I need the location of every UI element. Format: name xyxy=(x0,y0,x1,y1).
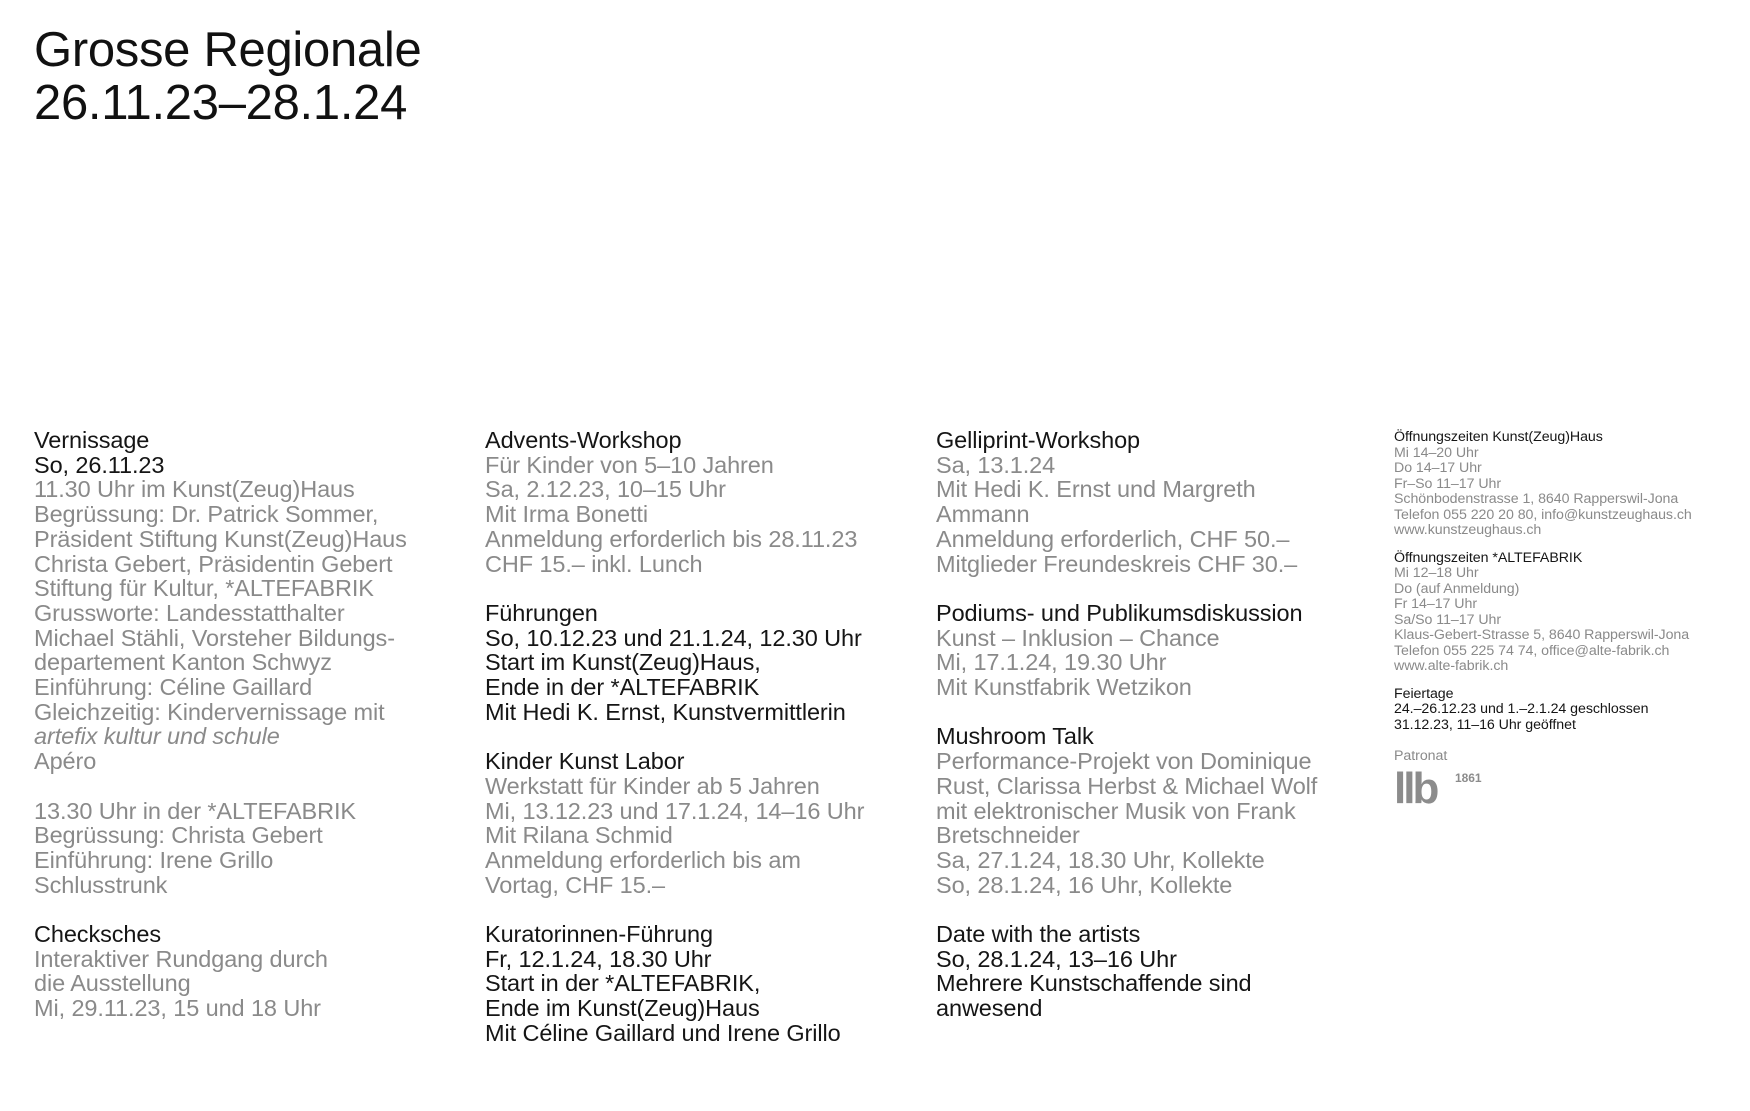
event-detail-line: So, 10.12.23 und 21.1.24, 12.30 Uhr xyxy=(485,624,862,651)
sponsor-logo xyxy=(1394,767,1744,807)
event-detail-line: Stiftung für Kultur, *ALTEFABRIK xyxy=(34,575,374,602)
block-spacer xyxy=(485,897,925,922)
event-detail-line: 11.30 Uhr im Kunst(Zeug)Haus xyxy=(34,476,355,503)
block-spacer xyxy=(1394,675,1744,687)
event-detail-line: die Ausstellung xyxy=(34,970,191,997)
event-detail-line: Mitglieder Freundeskreis CHF 30.– xyxy=(936,550,1298,577)
event-detail-line: 13.30 Uhr in der *ALTEFABRIK xyxy=(34,797,357,824)
event-detail-line: Einführung: Irene Grillo xyxy=(34,846,274,873)
event-detail-line: artefix kultur und schule xyxy=(34,723,280,750)
event-detail-line: Mi, 17.1.24, 19.30 Uhr xyxy=(936,649,1167,676)
block-spacer xyxy=(936,897,1376,922)
event-detail-line: Anmeldung erforderlich, CHF 50.– xyxy=(936,525,1290,552)
event-detail-line: Ammann xyxy=(936,501,1030,528)
event-detail-line: Gleichzeitig: Kindervernissage mit xyxy=(34,698,385,725)
event-heading: Vernissage xyxy=(34,427,150,453)
event-detail-line: anwesend xyxy=(936,995,1043,1022)
event-detail-line: Start im Kunst(Zeug)Haus, xyxy=(485,649,761,676)
block-spacer xyxy=(936,700,1376,725)
event-heading: Gelliprint-Workshop xyxy=(936,427,1141,453)
program-column-2 xyxy=(485,428,925,1046)
event-detail-line: Start in der *ALTEFABRIK, xyxy=(485,970,761,997)
event-dates: 26.11.23–28.1.24 xyxy=(34,76,408,130)
event-heading: Öffnungszeiten *ALTEFABRIK xyxy=(1394,549,1583,566)
event-detail-line: Mit Irma Bonetti xyxy=(485,501,648,528)
event-detail-line: Mi, 13.12.23 und 17.1.24, 14–16 Uhr xyxy=(485,797,865,824)
event-block xyxy=(936,724,1376,897)
event-detail-line: Mit Hedi K. Ernst und Margreth xyxy=(936,476,1256,503)
event-detail-line: So, 26.11.23 xyxy=(34,451,165,478)
block-spacer xyxy=(485,724,925,749)
event-detail-line: Do (auf Anmeldung) xyxy=(1394,580,1520,597)
event-detail-line: CHF 15.– inkl. Lunch xyxy=(485,550,703,577)
event-detail-line: Christa Gebert, Präsidentin Gebert xyxy=(34,550,393,577)
event-heading: Öffnungszeiten Kunst(Zeug)Haus xyxy=(1394,429,1603,445)
page-title xyxy=(34,24,421,130)
program-column-3 xyxy=(936,428,1376,1021)
event-heading: Kuratorinnen-Führung xyxy=(485,921,713,948)
event-block xyxy=(936,601,1376,700)
event-detail-line: Schönbodenstrasse 1, 8640 Rapperswil-Jona xyxy=(1394,491,1679,507)
event-detail-line: Für Kinder von 5–10 Jahren xyxy=(485,451,774,478)
event-heading: Mushroom Talk xyxy=(936,723,1094,750)
event-detail-line: Werkstatt für Kinder ab 5 Jahren xyxy=(485,772,820,799)
event-block xyxy=(34,922,474,1021)
program-column-1 xyxy=(34,428,474,1021)
event-detail-line: Fr–So 11–17 Uhr xyxy=(1394,475,1502,492)
event-detail-line: Anmeldung erforderlich bis 28.11.23 xyxy=(485,525,858,552)
event-block xyxy=(1394,430,1744,539)
event-heading: Date with the artists xyxy=(936,921,1141,948)
event-detail-line: Schlusstrunk xyxy=(34,871,168,898)
event-detail-line: Sa, 27.1.24, 18.30 Uhr, Kollekte xyxy=(936,846,1265,873)
block-spacer xyxy=(1394,539,1744,551)
event-detail-line: So, 28.1.24, 13–16 Uhr xyxy=(936,945,1177,972)
block-spacer xyxy=(485,576,925,601)
event-heading: Kinder Kunst Labor xyxy=(485,748,685,775)
event-title: Grosse Regionale xyxy=(34,23,422,77)
event-detail-line: Mit Hedi K. Ernst, Kunstvermittlerin xyxy=(485,698,846,725)
event-block xyxy=(485,749,925,897)
event-detail-line: Rust, Clarissa Herbst & Michael Wolf xyxy=(936,772,1318,799)
event-detail-line: Fr 14–17 Uhr xyxy=(1394,596,1477,612)
event-detail-line: Mit Céline Gaillard und Irene Grillo xyxy=(485,1019,841,1046)
event-detail-line: 31.12.23, 11–16 Uhr geöffnet xyxy=(1394,716,1576,733)
llb-logo-icon xyxy=(1394,767,1494,807)
event-detail-line: Begrüssung: Dr. Patrick Sommer, xyxy=(34,501,379,528)
event-detail-line: Vortag, CHF 15.– xyxy=(485,871,665,898)
event-detail-line: 24.–26.12.23 und 1.–2.1.24 geschlossen xyxy=(1394,701,1649,717)
event-detail-line: So, 28.1.24, 16 Uhr, Kollekte xyxy=(936,871,1233,898)
spacer xyxy=(1394,733,1744,745)
event-detail-line: Präsident Stiftung Kunst(Zeug)Haus xyxy=(34,525,407,552)
event-heading: Führungen xyxy=(485,599,598,626)
event-detail-line: Telefon 055 220 20 80, info@kunstzeughaus.ch xyxy=(1394,506,1692,523)
event-detail-line: Mi 12–18 Uhr xyxy=(1394,565,1479,581)
event-detail-line: Fr, 12.1.24, 18.30 Uhr xyxy=(485,945,712,972)
event-detail-line: Mit Rilana Schmid xyxy=(485,822,673,849)
logo-year: 1861 xyxy=(1455,770,1482,785)
event-block xyxy=(485,601,925,725)
block-spacer xyxy=(34,774,474,799)
event-detail-line: Kunst – Inklusion – Chance xyxy=(936,624,1220,651)
event-block xyxy=(936,922,1376,1021)
event-detail-line: Klaus-Gebert-Strasse 5, 8640 Rapperswil-Jona xyxy=(1394,627,1690,643)
event-detail-line: Bretschneider xyxy=(936,822,1080,849)
event-detail-line: Mi, 29.11.23, 15 und 18 Uhr xyxy=(34,995,321,1022)
event-detail-line: Mehrere Kunstschaffende sind xyxy=(936,970,1252,997)
logo-wordmark: llb xyxy=(1394,766,1437,807)
event-detail-line: Performance-Projekt von Dominique xyxy=(936,748,1312,775)
event-detail-line: Sa, 13.1.24 xyxy=(936,451,1056,478)
info-sidebar xyxy=(1394,430,1744,807)
event-detail-line: Begrüssung: Christa Gebert xyxy=(34,822,323,849)
event-block xyxy=(1394,687,1744,734)
event-heading: Advents-Workshop xyxy=(485,427,682,453)
event-detail-line: mit elektronischer Musik von Frank xyxy=(936,797,1296,824)
event-detail-line: Sa, 2.12.23, 10–15 Uhr xyxy=(485,476,726,503)
event-detail-line: Einführung: Céline Gaillard xyxy=(34,674,313,701)
event-block xyxy=(936,428,1376,576)
event-block xyxy=(485,922,925,1046)
event-detail-line: departement Kanton Schwyz xyxy=(34,649,332,676)
event-detail-line: Sa/So 11–17 Uhr xyxy=(1394,611,1502,628)
event-detail-line: Ende im Kunst(Zeug)Haus xyxy=(485,995,760,1022)
event-detail-line: Apéro xyxy=(34,748,97,775)
event-block xyxy=(1394,551,1744,675)
event-detail-line: Telefon 055 225 74 74, office@alte-fabrik.ch xyxy=(1394,642,1670,659)
block-spacer xyxy=(936,576,1376,601)
event-heading: Podiums- und Publikumsdiskussion xyxy=(936,599,1303,626)
event-detail-line: Mi 14–20 Uhr xyxy=(1394,444,1479,461)
event-detail-line: Anmeldung erforderlich bis am xyxy=(485,846,801,873)
opening-hours-blocks xyxy=(1394,430,1744,733)
event-detail-line: Do 14–17 Uhr xyxy=(1394,460,1482,476)
event-detail-line: www.alte-fabrik.ch xyxy=(1394,658,1509,674)
event-block xyxy=(485,428,925,576)
event-detail-line: Grussworte: Landesstatthalter xyxy=(34,599,345,626)
event-detail-line: Ende in der *ALTEFABRIK xyxy=(485,674,760,701)
event-block xyxy=(34,428,474,774)
event-detail-line: www.kunstzeughaus.ch xyxy=(1394,522,1542,538)
event-detail-line: Michael Stähli, Vorsteher Bildungs- xyxy=(34,624,395,651)
event-detail-line: Mit Kunstfabrik Wetzikon xyxy=(936,674,1192,701)
event-heading: Checksches xyxy=(34,921,161,948)
event-detail-line: Interaktiver Rundgang durch xyxy=(34,945,328,972)
event-heading: Feiertage xyxy=(1394,685,1454,702)
block-spacer xyxy=(34,897,474,922)
patronat-label: Patronat xyxy=(1394,748,1448,764)
event-block xyxy=(34,799,474,898)
